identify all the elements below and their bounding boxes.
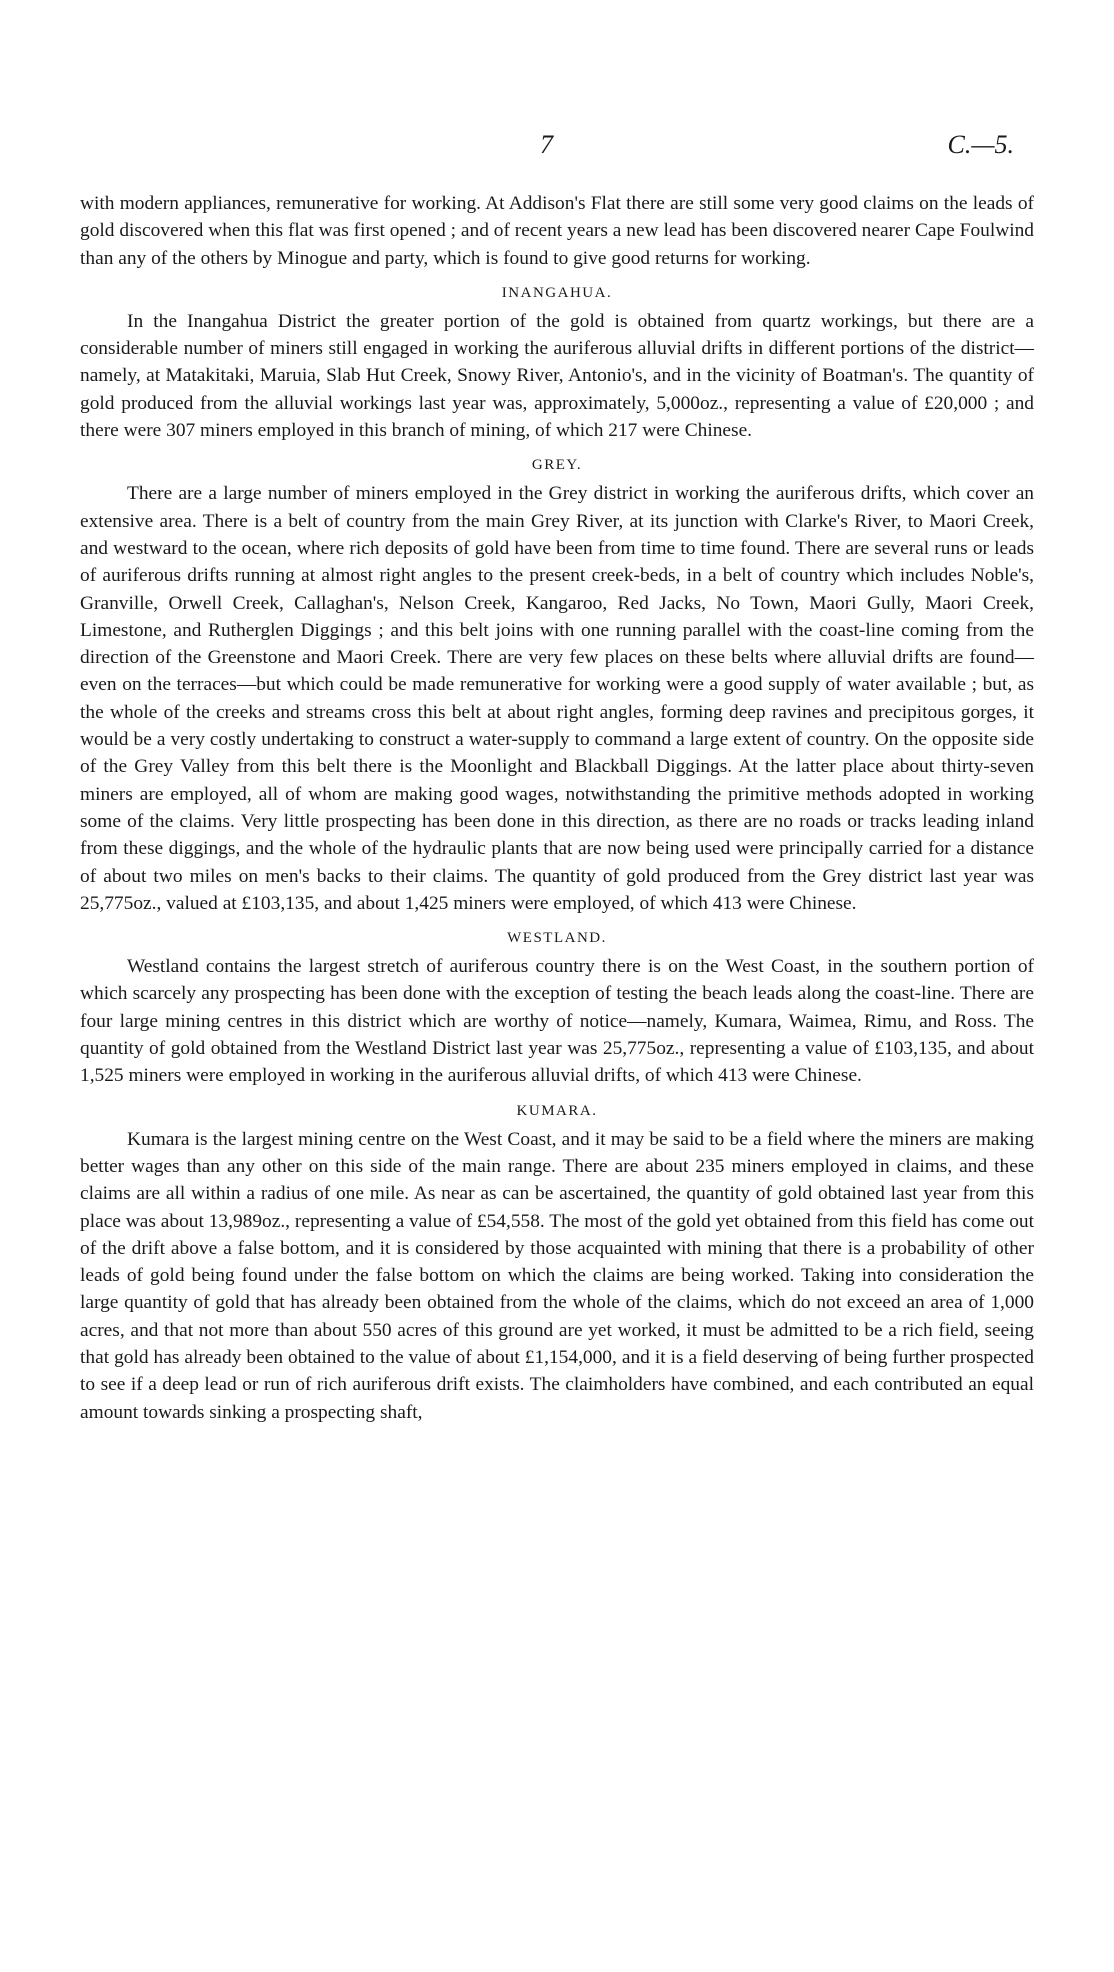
body-text: [80, 190, 1034, 1426]
page-header: [0, 130, 1114, 170]
section-heading-westland: WESTLAND.: [507, 930, 607, 947]
section-heading-grey: GREY.: [531, 457, 583, 474]
document-code: C.—5.: [947, 130, 1014, 159]
section-heading-kumara: KUMARA.: [516, 1102, 598, 1119]
section-heading-inangahua: INANGAHUA.: [501, 284, 613, 301]
section-paragraph-grey: There are a large number of miners employed in the Grey district in working the auriferous drifts, which cover an extensive area. There is a belt of country from the main Grey River, at its junction with Clarke's River, to Maori Creek, and westward to the ocean, where rich deposits of gold have been from time to time found. There are several runs or leads of auriferous drifts running at almost right angles to the present creek-beds, in a belt of country which includes Noble's, Granville, Orwell Creek, Callaghan's, Nelson Creek, Kangaroo, Red Jacks, No Town, Maori Gully, Maori Creek, Limestone, and Rutherglen Diggings ; and this belt joins with one running parallel with the coast-line coming from the direction of the Greenstone and Maori Creek. There are very few places on these belts where alluvial drifts are found—even on the terraces—but which could be made remunerative for working were a good supply of water available ; but, as the whole of the creeks and streams cross this belt at about right angles, forming deep ravines and precipitous gorges, it would be a very costly undertaking to construct a water-supply to command a large extent of country. On the opposite side of the Grey Valley from this belt there is the Moonlight and Blackball Diggings. At the latter place about thirty-seven miners are employed, all of whom are making good wages, notwithstanding the primitive methods adopted in working some of the claims. Very little prospecting has been done in this direction, as there are no roads or tracks leading inland from these diggings, and the whole of the hydraulic plants that are now being used were principally carried for a distance of about two miles on men's backs to their claims. The quantity of gold produced from the Grey district last year was 25,775oz., valued at £103,135, and about 1,425 miners were employed, of which 413 were Chinese.: [80, 483, 1034, 914]
section-paragraph-inangahua: In the Inangahua District the greater portion of the gold is obtained from quartz workings, but there are a considerable number of miners still engaged in working the auriferous alluvial drifts in different portions of the district—namely, at Matakitaki, Maruia, Slab Hut Creek, Snowy River, Antonio's, and in the vicinity of Boatman's. The quantity of gold produced from the alluvial workings last year was, approximately, 5,000oz., representing a value of £20,000 ; and there were 307 miners employed in this branch of mining, of which 217 were Chinese.: [80, 310, 1034, 442]
section-paragraph-westland: Westland contains the largest stretch of auriferous country there is on the West Coast, in the southern portion of which scarcely any prospecting has been done with the exception of testing the beach leads along the coast-line. There are four large mining centres in this district which are worthy of notice—namely, Kumara, Waimea, Rimu, and Ross. The quantity of gold obtained from the Westland District last year was 25,775oz., representing a value of £103,135, and about 1,525 miners were employed in working in the auriferous alluvial drifts, of which 413 were Chinese.: [80, 956, 1034, 1087]
page-number: 7: [540, 130, 553, 159]
intro-paragraph: with modern appliances, remunerative for working. At Addison's Flat there are still some very good claims on the leads of gold discovered when this flat was first opened ; and of recent years a new lead has been discovered nearer Cape Foulwind than any of the others by Minogue and party, which is found to give good returns for working.: [80, 193, 1034, 269]
section-paragraph-kumara: Kumara is the largest mining centre on the West Coast, and it may be said to be a field where the miners are making better wages than any other on this side of the main range. There are about 235 miners employed in claims, and these claims are all within a radius of one mile. As near as can be ascertained, the quantity of gold obtained last year from this place was about 13,989oz., representing a value of £54,558. The most of the gold yet obtained from this field has come out of the drift above a false bottom, and it is considered by those acquainted with mining that there is a probability of other leads of gold being found under the false bottom on which the claims are being worked. Taking into consideration the large quantity of gold that has already been obtained from the whole of the claims, which do not exceed an area of 1,000 acres, and that not more than about 550 acres of this ground are yet worked, it must be admitted to be a rich field, seeing that gold has already been obtained to the value of about £1,154,000, and it is a field deserving of being further prospected to see if a deep lead or run of rich auriferous drift exists. The claimholders have combined, and each contributed an equal amount towards sinking a prospecting shaft,: [80, 1128, 1034, 1423]
